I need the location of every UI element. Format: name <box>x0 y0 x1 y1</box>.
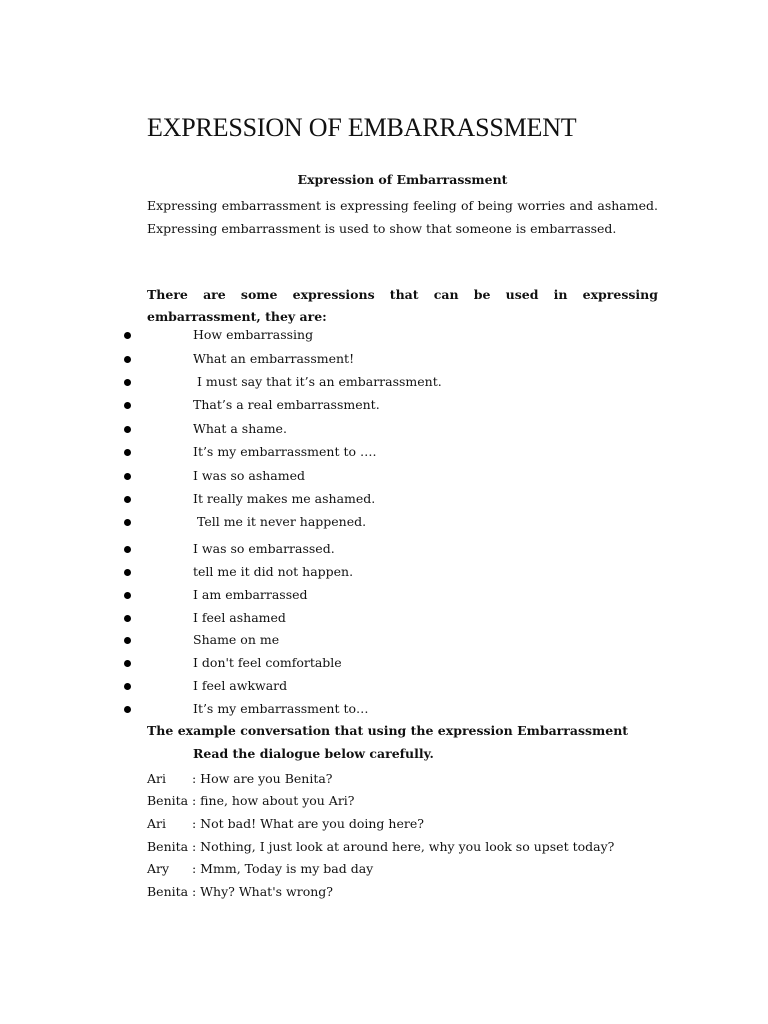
bullet-icon <box>124 379 131 386</box>
list-item <box>0 512 768 532</box>
bullet-icon <box>124 615 131 622</box>
dialogue-line <box>147 790 667 812</box>
expression-text: That’s a real embarrassment. <box>193 397 380 412</box>
speaker-name: Ary <box>147 861 170 876</box>
bullet-icon <box>124 706 131 713</box>
list-item <box>0 349 768 369</box>
dialogue-text: : Mmm, Today is my bad day <box>192 861 374 876</box>
speaker-name: Benita <box>147 793 189 808</box>
bullet-icon <box>124 426 131 433</box>
bullet-icon <box>124 356 131 363</box>
expression-text: tell me it did not happen. <box>193 564 354 579</box>
dialogue-text: : How are you Benita? <box>192 771 333 786</box>
section-heading: Expression of Embarrassment <box>297 172 508 187</box>
bullet-icon <box>124 332 131 339</box>
dialogue-line <box>147 881 667 903</box>
dialogue-text: : Why? What's wrong? <box>192 884 333 899</box>
list-item <box>0 699 768 719</box>
expression-text: Shame on me <box>193 632 280 647</box>
list-item <box>0 489 768 509</box>
list-item <box>0 325 768 345</box>
bullet-icon <box>124 519 131 526</box>
example-heading: The example conversation that using the expression Embarrassment <box>147 723 629 738</box>
list-item <box>0 585 768 605</box>
expression-text: It’s my embarrassment to …. <box>193 444 377 459</box>
list-item <box>0 442 768 462</box>
expression-text: I am embarrassed <box>193 587 308 602</box>
bullet-icon <box>124 637 131 644</box>
bullet-icon <box>124 683 131 690</box>
list-item <box>0 419 768 439</box>
page-title: EXPRESSION OF EMBARRASSMENT <box>147 113 577 142</box>
dialogue-text: : Not bad! What are you doing here? <box>192 816 424 831</box>
dialogue-line <box>147 768 667 790</box>
bullet-icon <box>124 449 131 456</box>
dialogue-line <box>147 836 667 858</box>
expression-text: I don't feel comfortable <box>193 655 342 670</box>
list-item <box>0 608 768 628</box>
expression-text: Tell me it never happened. <box>193 514 367 529</box>
expressions-lead-in: There are some expressions that can be used in expressing embarrassment, they are: <box>147 287 658 324</box>
expression-text: It’s my embarrassment to… <box>193 701 369 716</box>
speaker-name: Ari <box>147 771 167 786</box>
expression-text: I feel awkward <box>193 678 288 693</box>
bullet-icon <box>124 660 131 667</box>
expression-text: I must say that it’s an embarrassment. <box>193 374 442 389</box>
speaker-name: Ari <box>147 816 167 831</box>
expression-text: What an embarrassment! <box>193 351 355 366</box>
list-item <box>0 653 768 673</box>
expression-text: How embarrassing <box>193 327 314 342</box>
intro-paragraph: Expressing embarrassment is expressing feeling of being worries and ashamed. Expressing embarrassment is used to show that someone is embarrassed. <box>147 198 658 236</box>
bullet-icon <box>124 402 131 409</box>
dialogue-line <box>147 813 667 835</box>
list-item <box>0 676 768 696</box>
expression-text: I was so ashamed <box>193 468 305 483</box>
list-item <box>0 630 768 650</box>
speaker-name: Benita <box>147 884 189 899</box>
bullet-icon <box>124 592 131 599</box>
bullet-icon <box>124 569 131 576</box>
bullet-icon <box>124 496 131 503</box>
list-item <box>0 395 768 415</box>
expression-text: It really makes me ashamed. <box>193 491 376 506</box>
list-item <box>0 466 768 486</box>
dialogue-text: : fine, how about you Ari? <box>192 793 355 808</box>
expression-text: I feel ashamed <box>193 610 286 625</box>
speaker-name: Benita <box>147 839 189 854</box>
dialogue-line <box>147 858 667 880</box>
list-item <box>0 562 768 582</box>
expression-text: What a shame. <box>193 421 287 436</box>
list-item <box>0 539 768 559</box>
dialogue-text: : Nothing, I just look at around here, why you look so upset today? <box>192 839 615 854</box>
bullet-icon <box>124 473 131 480</box>
list-item <box>0 372 768 392</box>
dialogue-instruction: Read the dialogue below carefully. <box>193 746 434 761</box>
expression-text: I was so embarrassed. <box>193 541 335 556</box>
bullet-icon <box>124 546 131 553</box>
